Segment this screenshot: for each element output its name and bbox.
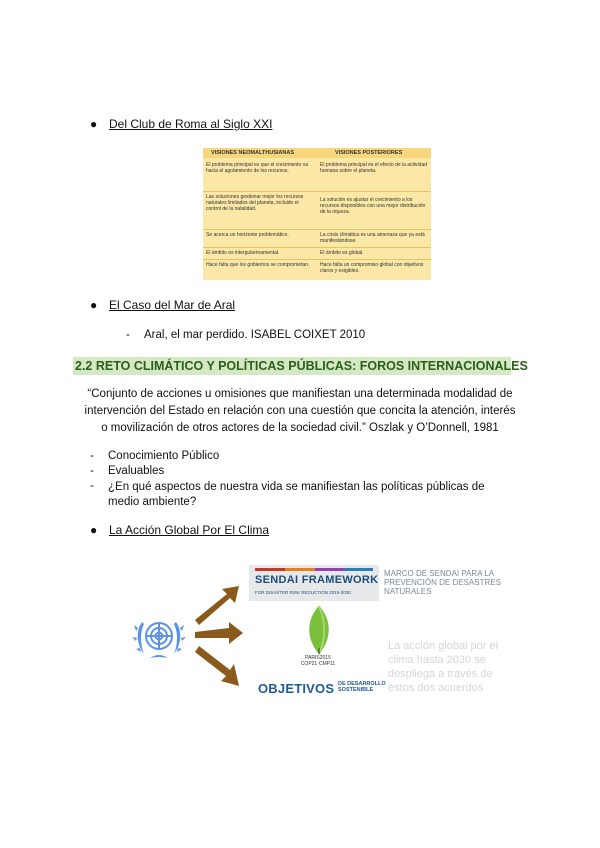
ods-subtitle-line2: SOSTENIBLE (338, 687, 374, 693)
sendai-stripe (255, 568, 285, 571)
section-heading (73, 357, 528, 375)
paris-caption-line1: PARIS2015 (305, 655, 331, 661)
dash-marker: - (126, 329, 130, 341)
table-divider (203, 229, 431, 230)
table-cell: La crisis climática es una amenaza que ya está manifestándose. (320, 232, 425, 244)
arrow-up-right-icon (195, 586, 239, 625)
sendai-framework-logo (249, 565, 379, 601)
ods-logo (258, 680, 386, 698)
dash-marker: - (90, 480, 94, 492)
ods-title: OBJETIVOS (258, 681, 335, 696)
link-club-roma[interactable]: Del Club de Roma al Siglo XXI (109, 117, 273, 131)
sendai-subtitle: FOR DISASTER RISK REDUCTION 2015-2030 (255, 590, 351, 595)
link-mar-aral[interactable]: El Caso del Mar de Aral (109, 298, 236, 312)
link-accion-global[interactable]: La Acción Global Por El Clima (109, 523, 270, 537)
list-item-text: Evaluables (108, 465, 165, 477)
sendai-stripe (315, 568, 345, 571)
list-item-text: ¿En qué aspectos de nuestra vida se manifiestan las políticas públicas de medio ambiente? (108, 481, 485, 508)
sendai-stripe (345, 568, 373, 571)
table-cell: El problema principal es el efecto de la actividad humana sobre el planeta. (320, 162, 428, 174)
table-cell: El ámbito es intergubernamental. (206, 250, 280, 256)
table-cell: Se acerca un horizonte problemático. (206, 232, 289, 238)
table-cell: Las soluciones gestionar mejor los recursos naturales limitados del planeta, incluido el control de la natalidad. (206, 194, 304, 212)
aral-film-text: Aral, el mar perdido. ISABEL COIXET 2010 (144, 329, 366, 341)
sendai-stripe (285, 568, 315, 571)
ods-subtitle-line1: DE DESARROLLO (338, 681, 386, 687)
table-cell: El ámbito es global. (320, 250, 364, 256)
paris-caption (296, 655, 340, 667)
table-cell: La solución es ajustar el crecimiento a los recursos disponibles con una mejor distribución de la riqueza. (320, 197, 426, 215)
section-heading-text: 2.2 RETO CLIMÁTICO Y POLÍTICAS PÚBLICAS: FOROS INTERNACIONALES (75, 359, 528, 373)
un-emblem-icon (130, 612, 188, 664)
accion-global-caption: La acción global por el clima hasta 2030 se despliega a través de estos dos acuerdos (388, 640, 499, 694)
ods-subtitle (338, 681, 386, 693)
quote-paragraph: “Conjunto de acciones u omisiones que manifiestan una determinada modalidad de intervención del Estado en relación con una cuestión que concita la atención, interés o movilización de otros actores de la sociedad civil.” Oszlak y O’Donnell, 1981 (84, 388, 516, 434)
sendai-title: SENDAI FRAMEWORK (255, 574, 379, 586)
arrow-down-right-icon (195, 646, 239, 686)
table-cell: El problema principal es que el crecimiento va hacia el agotamiento de los recursos. (206, 162, 308, 174)
table-header-col2: VISIONES POSTERIORES (335, 150, 403, 156)
comparison-table (203, 148, 431, 280)
table-header-col1: VISIONES NEOMALTHUSIANAS (211, 150, 295, 156)
bullet-dot: ● (90, 523, 98, 537)
arrow-right-icon (195, 622, 243, 644)
dash-marker: - (90, 450, 94, 462)
table-header (203, 148, 431, 158)
table-cell: Hace falta que los gobiernos se comprometan. (206, 262, 310, 268)
table-divider (203, 247, 431, 248)
bullet-dot: ● (90, 117, 98, 131)
sendai-caption: MARCO DE SENDAI PARA LA PREVENCIÓN DE DESASTRES NATURALES (384, 569, 501, 596)
dash-marker: - (90, 465, 94, 477)
paris-caption-line2: COP21·CMP11 (300, 661, 336, 667)
list-item-text: Conocimiento Público (108, 450, 220, 462)
table-divider (203, 259, 431, 260)
table-divider (203, 191, 431, 192)
paris-leaf-icon (300, 604, 338, 656)
bullet-dot: ● (90, 298, 98, 312)
table-cell: Hace falta un compromiso global con objetivos claros y exigibles. (320, 262, 424, 274)
arrows-diagram (193, 578, 249, 690)
